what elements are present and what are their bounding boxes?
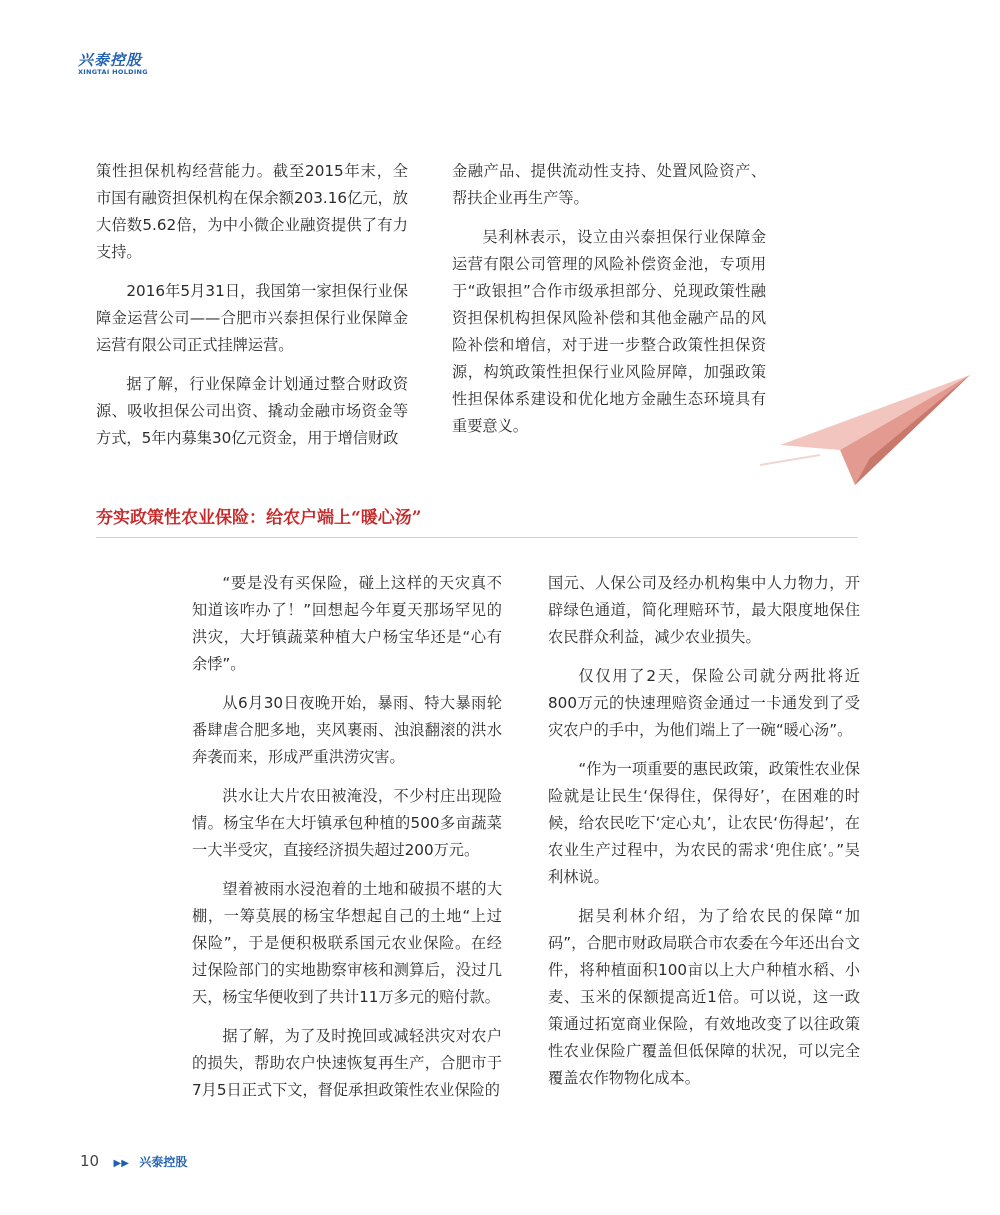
top-left-column xyxy=(96,158,408,464)
page-footer xyxy=(80,1152,187,1170)
paragraph: 据了解，行业保障金计划通过整合财政资源、吸收担保公司出资、撬动金融市场资金等方式，5年内募集30亿元资金，用于增信财政 xyxy=(96,375,408,447)
paragraph: 洪水让大片农田被淹没，不少村庄出现险情。杨宝华在大圩镇承包种植的500多亩蔬菜一大半受灾，直接经济损失超过200万元。 xyxy=(192,787,502,859)
bottom-right-column xyxy=(548,570,860,1104)
paragraph: 国元、人保公司及经办机构集中人力物力，开辟绿色通道，简化理赔环节，最大限度地保住农民群众利益，减少农业损失。 xyxy=(548,574,860,646)
paper-plane-icon xyxy=(760,370,980,490)
page-number: 10 xyxy=(80,1152,100,1170)
footer-brand: 兴泰控股 xyxy=(139,1155,188,1169)
logo-english: XINGTAI HOLDING xyxy=(78,68,148,76)
logo-chinese: 兴泰控股 xyxy=(78,51,143,69)
paragraph: “要是没有买保险，碰上这样的天灾真不知道该咋办了！”回想起今年夏天那场罕见的洪灾，大圩镇蔬菜种植大户杨宝华还是“心有余悸”。 xyxy=(192,574,502,673)
paragraph: 从6月30日夜晚开始，暴雨、特大暴雨轮番肆虐合肥多地，夹风裹雨、浊浪翻滚的洪水奔袭而来，形成严重洪涝灾害。 xyxy=(192,694,502,766)
double-arrow-icon: ▶▶ xyxy=(113,1158,129,1169)
paragraph: 策性担保机构经营能力。截至2015年末，全市国有融资担保机构在保余额203.16亿元，放大倍数5.62倍，为中小微企业融资提供了有力支持。 xyxy=(96,162,408,261)
company-logo xyxy=(78,52,158,82)
paragraph: 据了解，为了及时挽回或减轻洪灾对农户的损失，帮助农户快速恢复再生产，合肥市于7月5日正式下文，督促承担政策性农业保险的 xyxy=(192,1027,502,1099)
paragraph: 据吴利林介绍，为了给农民的保障“加码”，合肥市财政局联合市农委在今年还出台文件，将种植面积100亩以上大户种植水稻、小麦、玉米的保额提高近1倍。可以说，这一政策通过拓宽商业保险，有效地改变了以往政策性农业保险广覆盖但低保障的状况，可以完全覆盖农作物物化成本。 xyxy=(548,907,860,1087)
paragraph: 仅仅用了2天，保险公司就分两批将近800万元的快速理赔资金通过一卡通发到了受灾农户的手中，为他们端上了一碗“暖心汤”。 xyxy=(548,667,860,739)
paragraph: 金融产品、提供流动性支持、处置风险资产、帮扶企业再生产等。 xyxy=(452,162,766,207)
bottom-left-column xyxy=(192,570,502,1116)
section-title: 夯实政策性农业保险：给农户端上“暖心汤” xyxy=(96,508,422,528)
paragraph: 吴利林表示，设立由兴泰担保行业保障金运营有限公司管理的风险补偿资金池，专项用于“政银担”合作市级承担部分、兑现政策性融资担保机构担保风险补偿和其他金融产品的风险补偿和增信，对于进一步整合政策性担保资源，构筑政策性担保行业风险屏障，加强政策性担保体系建设和优化地方金融生态环境具有重要意义。 xyxy=(452,228,766,435)
paragraph: 望着被雨水浸泡着的土地和破损不堪的大棚，一筹莫展的杨宝华想起自己的土地“上过保险”，于是便积极联系国元农业保险。在经过保险部门的实地勘察审核和测算后，没过几天，杨宝华便收到了共计11万多元的赔付款。 xyxy=(192,880,502,1006)
paragraph: “作为一项重要的惠民政策，政策性农业保险就是让民生‘保得住，保得好’，在困难的时候，给农民吃下‘定心丸’，让农民‘伤得起’，在农业生产过程中，为农民的需求‘兜住底’。”吴利林说。 xyxy=(548,760,860,886)
paragraph: 2016年5月31日，我国第一家担保行业保障金运营公司——合肥市兴泰担保行业保障金运营有限公司正式挂牌运营。 xyxy=(96,282,408,354)
top-right-column xyxy=(452,158,766,452)
divider xyxy=(96,537,858,538)
